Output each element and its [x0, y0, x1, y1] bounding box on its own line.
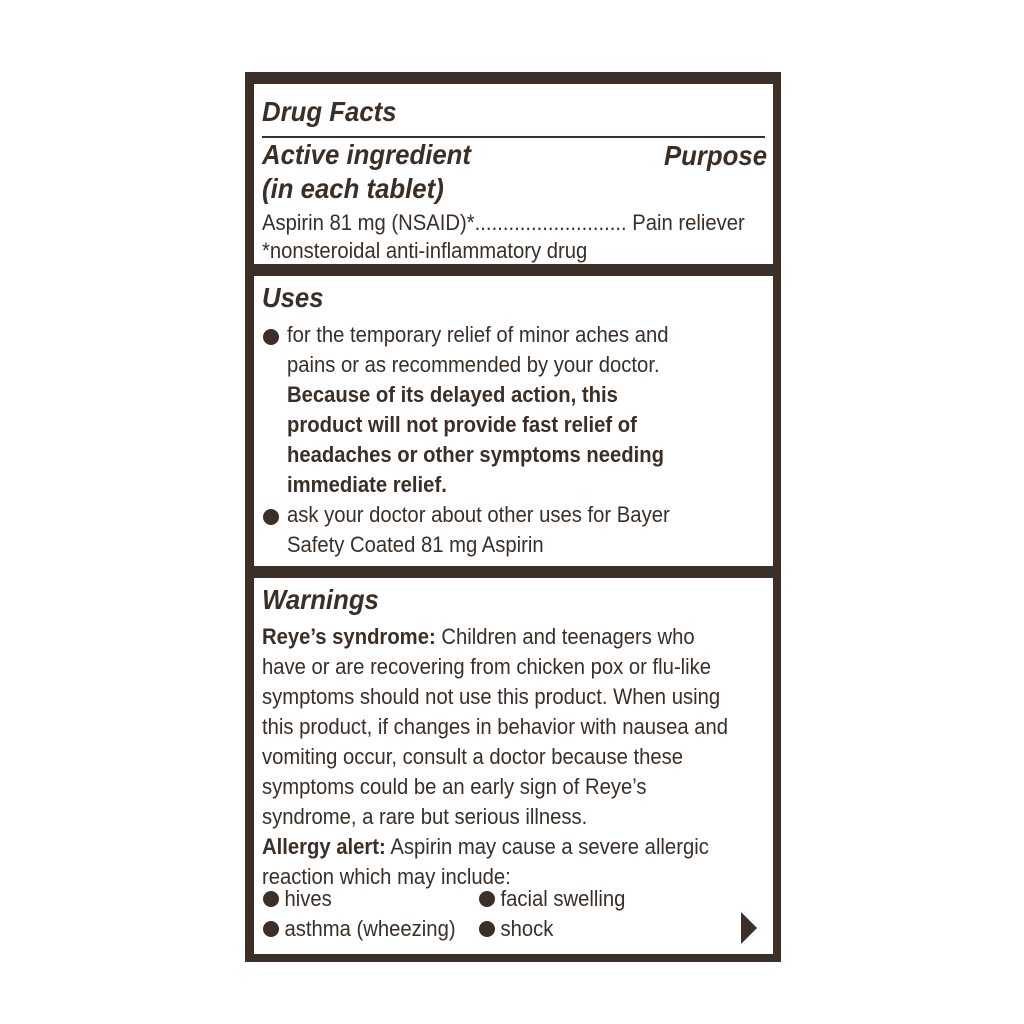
- symptom-item: [478, 914, 562, 944]
- allergy-line: [262, 832, 766, 862]
- uses-bold-text: product will not provide fast relief of: [287, 412, 637, 437]
- symptom-text: asthma (wheezing): [284, 916, 456, 941]
- warnings-title: Warnings: [262, 584, 379, 615]
- uses-text: ask your doctor about other uses for Bayer: [287, 502, 670, 527]
- active-ingredient-heading-line2: (in each tablet): [262, 173, 444, 204]
- uses-bold-text: immediate relief.: [287, 472, 447, 497]
- symptom-item: [262, 884, 340, 914]
- uses-bold-text: Because of its delayed action, this: [287, 382, 618, 407]
- symptom-row: [262, 914, 762, 944]
- reye-text: vomiting occur, consult a doctor because these: [262, 744, 683, 769]
- ingredient-footnote: *nonsteroidal anti-inflammatory drug: [262, 238, 588, 263]
- warnings-panel: [254, 578, 773, 954]
- symptom-text: hives: [284, 886, 332, 911]
- active-ingredient-heading-line1: Active ingredient: [262, 139, 471, 170]
- reye-text: syndrome, a rare but serious illness.: [262, 804, 588, 829]
- uses-text: pains or as recommended by your doctor.: [287, 352, 660, 377]
- drug-facts-title: Drug Facts: [262, 96, 397, 127]
- bullet-icon: [263, 329, 279, 345]
- continue-arrow-icon: [741, 912, 757, 944]
- reye-label: Reye’s syndrome:: [262, 624, 436, 649]
- ingredient-line: Aspirin 81 mg (NSAID)*........................... Pain reliever: [262, 210, 745, 235]
- uses-list: [262, 320, 712, 560]
- bullet-icon: [263, 509, 279, 525]
- warnings-text: [262, 622, 822, 892]
- allergy-text: Aspirin may cause a severe allergic: [385, 834, 709, 859]
- allergy-label: Allergy alert:: [262, 834, 386, 859]
- allergy-text: reaction which may include:: [262, 864, 511, 889]
- reye-text: have or are recovering from chicken pox or flu-like: [262, 654, 712, 679]
- uses-text: Safety Coated 81 mg Aspirin: [287, 532, 544, 557]
- symptom-row: [262, 884, 762, 914]
- uses-item: [262, 320, 712, 500]
- uses-bold-text: headaches or other symptoms needing: [287, 442, 664, 467]
- drug-facts-label: [245, 72, 781, 962]
- uses-item: [262, 500, 712, 560]
- reye-text: symptoms could be an early sign of Reye’s: [262, 774, 647, 799]
- reye-text: this product, if changes in behavior with nausea and: [262, 714, 729, 739]
- reye-text: symptoms should not use this product. When using: [262, 684, 721, 709]
- uses-panel: [254, 276, 773, 566]
- reye-text: Children and teenagers who: [435, 624, 695, 649]
- uses-text: for the temporary relief of minor aches and: [287, 322, 669, 347]
- symptom-item: [478, 884, 642, 914]
- uses-title: Uses: [262, 282, 324, 313]
- active-ingredient-heading: [262, 138, 471, 206]
- symptom-list: [262, 884, 762, 944]
- purpose-heading: Purpose: [663, 140, 767, 171]
- symptom-text: shock: [500, 916, 554, 941]
- active-ingredient-panel: [254, 84, 773, 264]
- symptom-item: [262, 914, 477, 944]
- reye-line: [262, 622, 766, 652]
- symptom-text: facial swelling: [500, 886, 626, 911]
